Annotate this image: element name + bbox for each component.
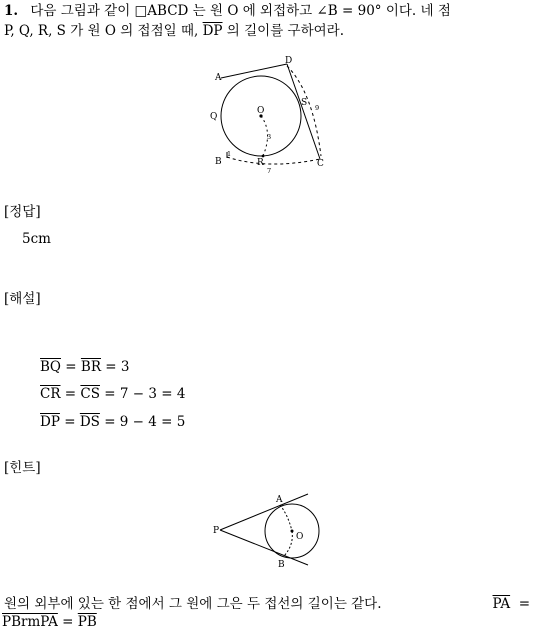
solution-heading: [해설] <box>4 291 41 307</box>
label-s: S <box>301 98 308 108</box>
label-b: B <box>215 157 222 167</box>
side-ad <box>221 64 287 78</box>
figure-tangents <box>210 489 328 571</box>
label-3: 3 <box>267 133 272 141</box>
answer-value: 5cm <box>22 231 51 247</box>
equation-1: $\overline{BQ} = \overline{BR} = 3$ <box>40 359 130 375</box>
segment-cs: $\overline{CS}$ <box>80 386 100 402</box>
problem-line-2 <box>4 22 344 40</box>
radius-oa-dashed <box>280 505 292 531</box>
tangent-pa <box>220 494 308 530</box>
hint-label-p: P <box>213 526 220 536</box>
segment-ds: $\overline{DS}$ <box>79 414 100 430</box>
hint-eq-sign: = <box>518 596 530 612</box>
label-c: C <box>317 159 324 169</box>
segment-pb: $\overline{PB}$ <box>77 614 97 630</box>
eq1-rhs: = 3 <box>105 359 130 375</box>
segment-bq: $\overline{BQ}$ <box>40 359 61 375</box>
problem-text-1: 다음 그림과 같이 □ABCD 는 원 O 에 외접하고 ∠B = 90° 이다. 네 점 <box>30 3 451 19</box>
problem-number: 1. <box>4 3 19 19</box>
segment-pbrmpa: PBrmPA <box>2 614 58 630</box>
label-a: A <box>215 73 222 83</box>
segment-cr: $\overline{CR}$ <box>40 386 61 402</box>
side-bc-dashed <box>227 157 320 164</box>
segment-dp-sol: $\overline{DP}$ <box>40 414 60 430</box>
point-r <box>262 155 265 158</box>
answer-heading: [정답] <box>4 204 41 220</box>
hint-label-a: A <box>276 495 283 505</box>
label-q: Q <box>210 112 218 122</box>
equation-3: $\overline{DP} = \overline{DS} = 9 - 4 = 5$ <box>40 414 186 430</box>
segment-dp: $\overline{DP}$ <box>202 23 223 39</box>
hint-label-b: B <box>278 560 285 570</box>
problem-text-3: 의 길이를 구하여라. <box>222 23 345 39</box>
problem-line-1 <box>4 2 451 20</box>
hint-label-o: O <box>296 532 304 542</box>
hint-eq-sign-2: = <box>57 614 78 630</box>
figure-quadrilateral <box>205 52 335 174</box>
hint-text-line-2 <box>2 613 97 631</box>
hint-text: 원의 외부에 있는 한 점에서 그 원에 그은 두 접선의 길이는 같다. <box>4 596 382 612</box>
label-r: R <box>257 158 264 168</box>
label-o: O <box>257 106 265 116</box>
label-1: 1 <box>227 150 232 158</box>
segment-br: $\overline{BR}$ <box>80 359 101 375</box>
segment-pa: $\overline{PA}$ <box>492 596 511 612</box>
hint-text-line-1 <box>4 595 530 613</box>
problem-text-2: P, Q, R, S 가 원 O 의 접점일 때, <box>4 23 203 39</box>
label-7: 7 <box>267 167 272 174</box>
eq3-rhs: = 9 − 4 = 5 <box>104 414 186 430</box>
label-d: D <box>285 56 293 66</box>
eq2-rhs: = 7 − 3 = 4 <box>104 386 186 402</box>
hint-heading: [힌트] <box>4 460 41 476</box>
tangent-pb <box>220 530 308 565</box>
radius-ob-dashed <box>284 531 292 556</box>
label-9: 9 <box>315 104 320 112</box>
equation-2: $\overline{CR} = \overline{CS} = 7 - 3 = 4$ <box>40 386 186 402</box>
hint-center <box>291 530 294 533</box>
hint-eq-tail <box>493 595 531 613</box>
